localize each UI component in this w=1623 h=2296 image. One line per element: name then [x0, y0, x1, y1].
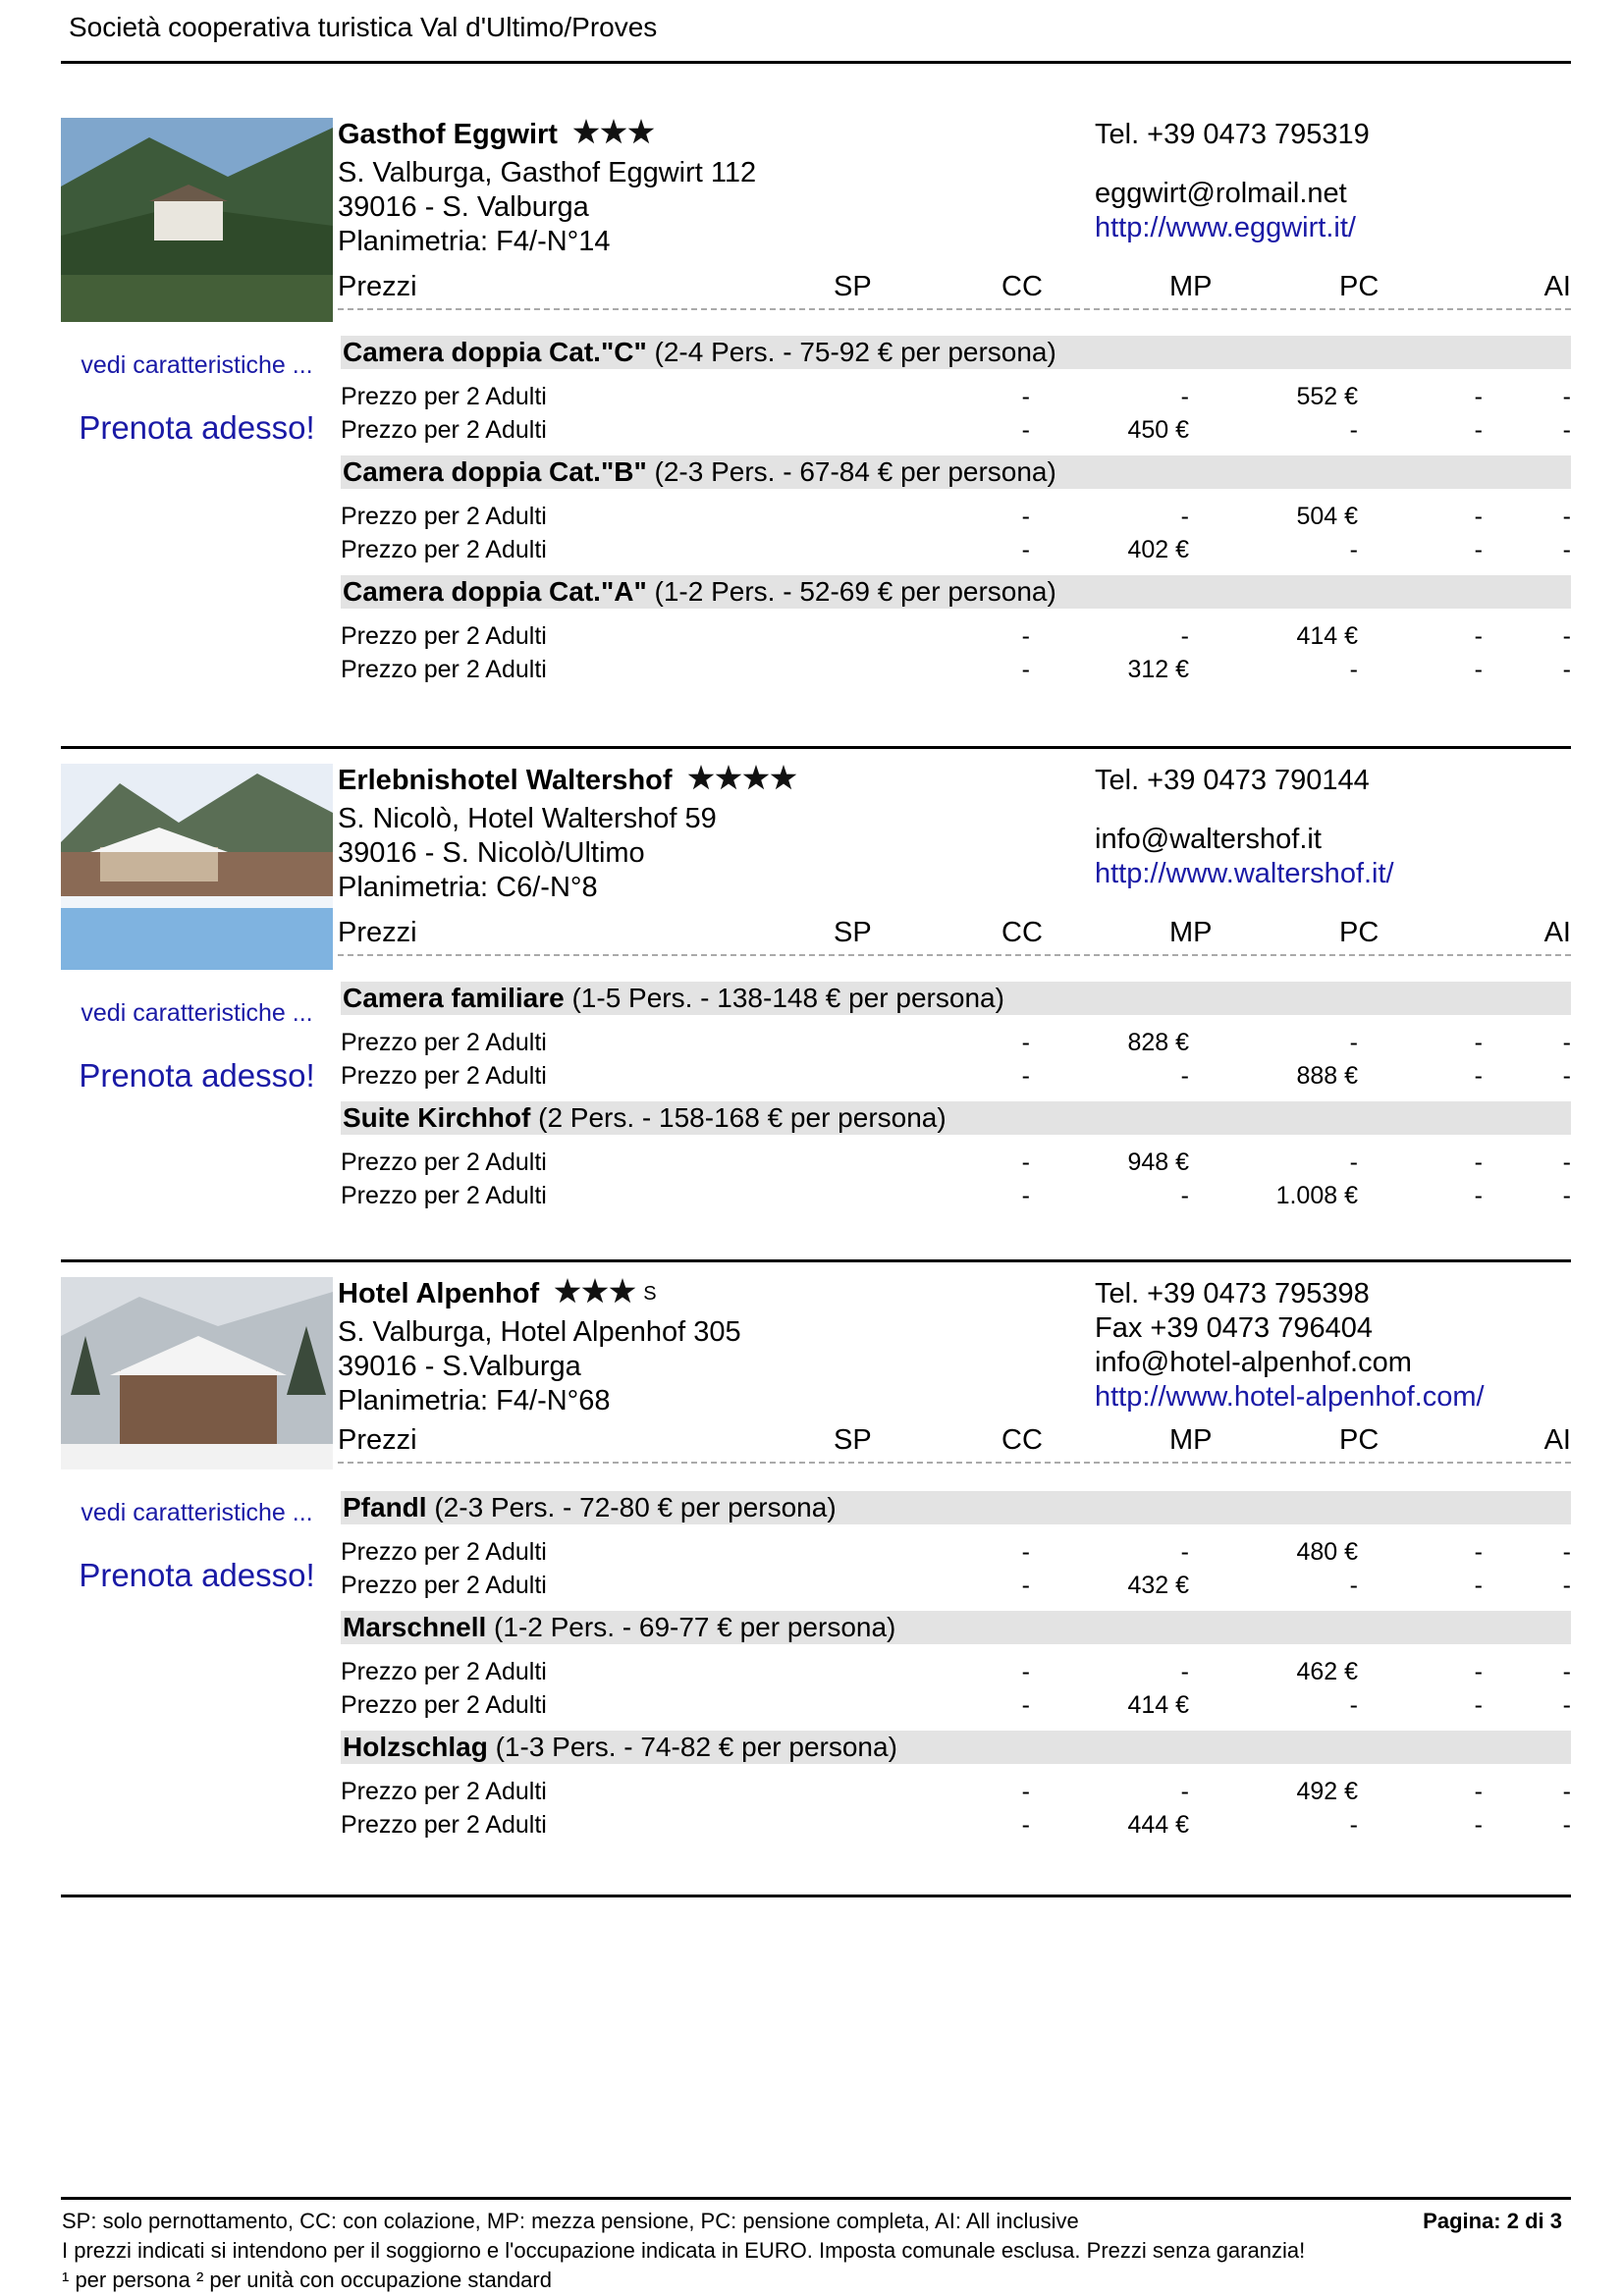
price-label: Prezzo per 2 Adulti: [341, 1572, 547, 1599]
price-ai: -: [1562, 536, 1571, 563]
price-mp: -: [1349, 1811, 1358, 1839]
room-name: Suite Kirchhof: [343, 1102, 531, 1133]
price-ai: -: [1562, 622, 1571, 650]
price-cc: -: [1180, 383, 1189, 410]
price-label: Prezzo per 2 Adulti: [341, 1778, 547, 1805]
price-row: [341, 650, 1571, 683]
room-detail: (2 Pers. - 158-168 € per persona): [530, 1102, 947, 1133]
hotel-planimetria: Planimetria: F4/-N°68: [338, 1385, 611, 1416]
price-mp: 504 €: [1296, 503, 1358, 530]
room-title: [341, 1611, 1571, 1644]
prenota-adesso-link[interactable]: Prenota adesso!: [79, 1557, 315, 1593]
price-label: Prezzo per 2 Adulti: [341, 1062, 547, 1090]
price-ai: -: [1562, 1538, 1571, 1566]
price-pc: -: [1474, 1811, 1483, 1839]
price-mp: 1.008 €: [1275, 1182, 1358, 1209]
col-cc: CC: [1001, 917, 1043, 948]
price-label: Prezzo per 2 Adulti: [341, 656, 547, 683]
col-mp: MP: [1169, 917, 1213, 948]
price-sp: -: [1021, 1658, 1030, 1685]
hotel-email[interactable]: eggwirt@rolmail.net: [1095, 178, 1347, 209]
room-title: [341, 575, 1571, 609]
price-ai: -: [1562, 1062, 1571, 1090]
price-pc: -: [1474, 1572, 1483, 1599]
price-mp: -: [1349, 1148, 1358, 1176]
star-icon: [715, 765, 741, 789]
star-icon: [601, 119, 627, 143]
footer-divider: [61, 2197, 1571, 2200]
star-rating: [686, 764, 800, 802]
star-icon: [770, 765, 796, 789]
price-mp: 462 €: [1296, 1658, 1358, 1685]
col-sp: SP: [834, 917, 872, 948]
vedi-caratteristiche-link[interactable]: vedi caratteristiche ...: [81, 1499, 313, 1526]
price-label: Prezzo per 2 Adulti: [341, 383, 547, 410]
col-prezzi: Prezzi: [338, 917, 417, 948]
price-cc: -: [1180, 503, 1189, 530]
hotel-name: Gasthof Eggwirt: [338, 119, 558, 150]
hotel-city: 39016 - S.Valburga: [338, 1351, 581, 1382]
room-name: Holzschlag: [343, 1732, 488, 1762]
hotel-website-link[interactable]: http://www.waltershof.it/: [1095, 858, 1394, 889]
hotel-tel: Tel. +39 0473 790144: [1095, 765, 1370, 796]
prices-header: [338, 271, 1571, 310]
price-ai: -: [1562, 416, 1571, 444]
price-cc: -: [1180, 1182, 1189, 1209]
room-name: Camera doppia Cat."A": [343, 576, 647, 607]
star-icon: [582, 1278, 609, 1303]
price-label: Prezzo per 2 Adulti: [341, 536, 547, 563]
price-cc: 432 €: [1127, 1572, 1189, 1599]
price-pc: -: [1474, 1778, 1483, 1805]
price-pc: -: [1474, 1658, 1483, 1685]
price-sp: -: [1021, 622, 1030, 650]
col-ai: AI: [1543, 1424, 1571, 1456]
price-pc: -: [1474, 1148, 1483, 1176]
hotel-website-link[interactable]: http://www.hotel-alpenhof.com/: [1095, 1381, 1485, 1413]
price-pc: -: [1474, 416, 1483, 444]
price-mp: -: [1349, 1572, 1358, 1599]
price-mp: -: [1349, 1691, 1358, 1719]
price-label: Prezzo per 2 Adulti: [341, 1538, 547, 1566]
price-cc: -: [1180, 1778, 1189, 1805]
hotel-name: Hotel Alpenhof: [338, 1278, 540, 1309]
footer-notes: ¹ per persona ² per unità con occupazione standard: [62, 2268, 552, 2292]
vedi-caratteristiche-link[interactable]: vedi caratteristiche ...: [81, 351, 313, 379]
col-pc: PC: [1339, 1424, 1380, 1456]
col-prezzi: Prezzi: [338, 1424, 417, 1456]
footer-legend: SP: solo pernottamento, CC: con colazione, MP: mezza pensione, PC: pensione completa, AI: All inclusive: [62, 2209, 1079, 2233]
room-title: [341, 1731, 1571, 1764]
price-sp: -: [1021, 1811, 1030, 1839]
room-detail: (1-2 Pers. - 69-77 € per persona): [486, 1612, 896, 1642]
room-list: [341, 970, 1571, 1209]
price-mp: -: [1349, 416, 1358, 444]
price-mp: 492 €: [1296, 1778, 1358, 1805]
col-mp: MP: [1169, 271, 1213, 302]
price-ai: -: [1562, 1658, 1571, 1685]
col-cc: CC: [1001, 271, 1043, 302]
price-sp: -: [1021, 1062, 1030, 1090]
hotel-tel: Tel. +39 0473 795319: [1095, 119, 1370, 150]
price-sp: -: [1021, 1572, 1030, 1599]
hotel-name: Erlebnishotel Waltershof: [338, 765, 673, 796]
price-cc: 312 €: [1127, 656, 1189, 683]
hotel-city: 39016 - S. Nicolò/Ultimo: [338, 837, 645, 869]
hotel-email[interactable]: info@hotel-alpenhof.com: [1095, 1347, 1412, 1378]
price-pc: -: [1474, 622, 1483, 650]
price-label: Prezzo per 2 Adulti: [341, 1658, 547, 1685]
col-ai: AI: [1543, 271, 1571, 302]
price-row: [341, 1176, 1571, 1209]
price-pc: -: [1474, 1029, 1483, 1056]
hotel-divider: [61, 746, 1571, 749]
hotel-email[interactable]: info@waltershof.it: [1095, 824, 1322, 855]
star-icon: [610, 1278, 636, 1303]
star-rating: [571, 118, 658, 156]
price-label: Prezzo per 2 Adulti: [341, 1029, 547, 1056]
price-mp: -: [1349, 536, 1358, 563]
page-header-title: Società cooperativa turistica Val d'Ultimo/Proves: [69, 12, 658, 42]
price-sp: -: [1021, 656, 1030, 683]
price-pc: -: [1474, 1062, 1483, 1090]
room-name: Marschnell: [343, 1612, 487, 1642]
room-title: [341, 1491, 1571, 1524]
room-detail: (2-3 Pers. - 72-80 € per persona): [426, 1492, 837, 1522]
price-row: [341, 377, 1571, 410]
price-pc: -: [1474, 1691, 1483, 1719]
price-label: Prezzo per 2 Adulti: [341, 1811, 547, 1839]
price-mp: 552 €: [1296, 383, 1358, 410]
room-detail: (1-5 Pers. - 138-148 € per persona): [564, 983, 1004, 1013]
prices-header: [338, 1424, 1571, 1464]
room-title: [341, 336, 1571, 369]
price-mp: 414 €: [1296, 622, 1358, 650]
star-icon: [687, 765, 714, 789]
price-pc: -: [1474, 656, 1483, 683]
vedi-caratteristiche-link[interactable]: vedi caratteristiche ...: [81, 999, 313, 1027]
price-ai: -: [1562, 1778, 1571, 1805]
price-cc: 450 €: [1127, 416, 1189, 444]
price-row: [341, 1652, 1571, 1685]
price-mp: 888 €: [1296, 1062, 1358, 1090]
price-row: [341, 530, 1571, 563]
price-sp: -: [1021, 503, 1030, 530]
price-mp: 480 €: [1296, 1538, 1358, 1566]
col-pc: PC: [1339, 271, 1380, 302]
room-name: Camera doppia Cat."C": [343, 337, 647, 367]
price-ai: -: [1562, 656, 1571, 683]
price-row: [341, 497, 1571, 530]
price-cc: 414 €: [1127, 1691, 1189, 1719]
price-mp: -: [1349, 1029, 1358, 1056]
room-detail: (2-4 Pers. - 75-92 € per persona): [646, 337, 1056, 367]
hotel-photo[interactable]: [61, 764, 333, 970]
price-sp: -: [1021, 416, 1030, 444]
col-ai: AI: [1543, 917, 1571, 948]
hotel-address: S. Nicolò, Hotel Waltershof 59: [338, 803, 717, 834]
room-detail: (1-2 Pers. - 52-69 € per persona): [646, 576, 1056, 607]
price-ai: -: [1562, 1029, 1571, 1056]
price-pc: -: [1474, 1538, 1483, 1566]
room-title: [341, 1101, 1571, 1135]
price-cc: -: [1180, 1538, 1189, 1566]
room-detail: (1-3 Pers. - 74-82 € per persona): [487, 1732, 897, 1762]
price-label: Prezzo per 2 Adulti: [341, 1182, 547, 1209]
price-ai: -: [1562, 1572, 1571, 1599]
header-divider: [61, 61, 1571, 64]
star-rating: [553, 1277, 639, 1315]
price-label: Prezzo per 2 Adulti: [341, 622, 547, 650]
price-cc: -: [1180, 622, 1189, 650]
prices-header: [338, 917, 1571, 956]
room-list: [341, 1479, 1571, 1839]
superior-mark: S: [643, 1283, 657, 1305]
col-prezzi: Prezzi: [338, 271, 417, 302]
room-name: Camera doppia Cat."B": [343, 456, 647, 487]
footer-disclaimer: I prezzi indicati si intendono per il soggiorno e l'occupazione indicata in EURO. Imposta comunale esclusa. Prezzi senza garanzia!: [62, 2238, 1306, 2263]
star-icon: [573, 119, 600, 143]
price-row: [341, 1805, 1571, 1839]
price-pc: -: [1474, 383, 1483, 410]
price-label: Prezzo per 2 Adulti: [341, 416, 547, 444]
star-icon: [555, 1278, 581, 1303]
price-ai: -: [1562, 1691, 1571, 1719]
hotel-divider: [61, 1259, 1571, 1262]
col-sp: SP: [834, 1424, 872, 1456]
price-ai: -: [1562, 383, 1571, 410]
price-cc: 402 €: [1127, 536, 1189, 563]
col-sp: SP: [834, 271, 872, 302]
price-cc: 948 €: [1127, 1148, 1189, 1176]
price-row: [341, 1143, 1571, 1176]
star-icon: [628, 119, 655, 143]
price-row: [341, 616, 1571, 650]
col-cc: CC: [1001, 1424, 1043, 1456]
room-detail: (2-3 Pers. - 67-84 € per persona): [646, 456, 1056, 487]
price-sp: -: [1021, 536, 1030, 563]
price-ai: -: [1562, 1148, 1571, 1176]
price-pc: -: [1474, 1182, 1483, 1209]
price-cc: 444 €: [1127, 1811, 1189, 1839]
price-sp: -: [1021, 1778, 1030, 1805]
hotel-photo[interactable]: [61, 118, 333, 322]
col-mp: MP: [1169, 1424, 1213, 1456]
hotel-fax: Fax +39 0473 796404: [1095, 1312, 1373, 1344]
hotel-city: 39016 - S. Valburga: [338, 191, 589, 223]
price-cc: 828 €: [1127, 1029, 1189, 1056]
price-label: Prezzo per 2 Adulti: [341, 1148, 547, 1176]
hotel-photo[interactable]: [61, 1277, 333, 1469]
price-sp: -: [1021, 383, 1030, 410]
price-row: [341, 1772, 1571, 1805]
price-sp: -: [1021, 1538, 1030, 1566]
price-pc: -: [1474, 536, 1483, 563]
price-row: [341, 410, 1571, 444]
price-mp: -: [1349, 656, 1358, 683]
star-icon: [742, 765, 769, 789]
page-number: Pagina: 2 di 3: [1423, 2209, 1562, 2233]
hotel-planimetria: Planimetria: F4/-N°14: [338, 226, 611, 257]
hotel-divider: [61, 1895, 1571, 1897]
price-row: [341, 1685, 1571, 1719]
hotel-tel: Tel. +39 0473 795398: [1095, 1278, 1370, 1309]
price-pc: -: [1474, 503, 1483, 530]
price-row: [341, 1566, 1571, 1599]
price-row: [341, 1023, 1571, 1056]
hotel-address: S. Valburga, Gasthof Eggwirt 112: [338, 157, 757, 188]
price-ai: -: [1562, 503, 1571, 530]
price-row: [341, 1056, 1571, 1090]
price-cc: -: [1180, 1658, 1189, 1685]
price-ai: -: [1562, 1182, 1571, 1209]
room-title: [341, 982, 1571, 1015]
hotel-website-link[interactable]: http://www.eggwirt.it/: [1095, 212, 1356, 243]
price-cc: -: [1180, 1062, 1189, 1090]
room-name: Pfandl: [343, 1492, 427, 1522]
room-name: Camera familiare: [343, 983, 565, 1013]
hotel-planimetria: Planimetria: C6/-N°8: [338, 872, 598, 903]
col-pc: PC: [1339, 917, 1380, 948]
price-label: Prezzo per 2 Adulti: [341, 503, 547, 530]
hotel-address: S. Valburga, Hotel Alpenhof 305: [338, 1316, 741, 1348]
prenota-adesso-link[interactable]: Prenota adesso!: [79, 1057, 315, 1094]
price-row: [341, 1532, 1571, 1566]
price-sp: -: [1021, 1691, 1030, 1719]
price-sp: -: [1021, 1029, 1030, 1056]
room-list: [341, 324, 1571, 683]
room-title: [341, 455, 1571, 489]
prenota-adesso-link[interactable]: Prenota adesso!: [79, 409, 315, 446]
price-sp: -: [1021, 1182, 1030, 1209]
price-label: Prezzo per 2 Adulti: [341, 1691, 547, 1719]
price-sp: -: [1021, 1148, 1030, 1176]
price-ai: -: [1562, 1811, 1571, 1839]
